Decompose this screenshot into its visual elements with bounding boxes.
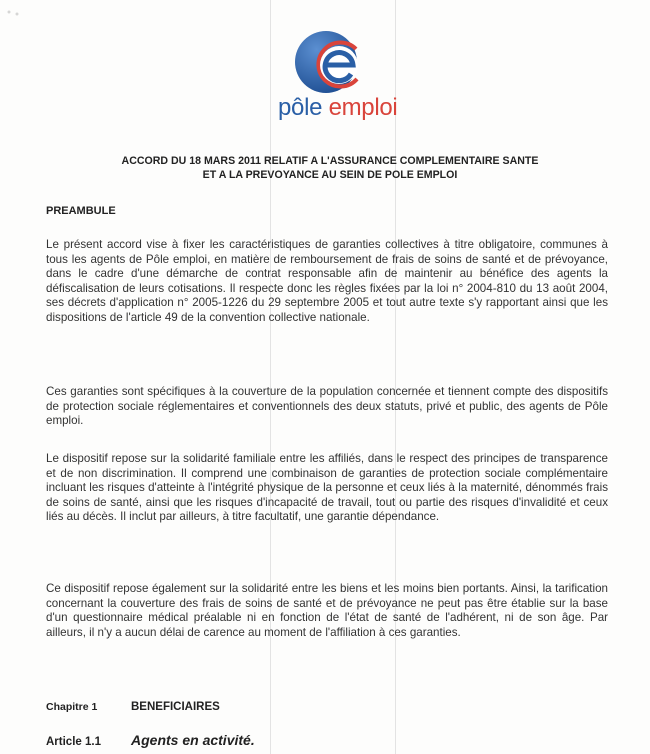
article-title: Agents en activité. <box>131 732 255 748</box>
scan-fold-line <box>270 0 271 754</box>
article-heading <box>46 732 255 748</box>
paragraph: Le dispositif repose sur la solidarité familiale entre les affiliés, dans le respect des principes de transparence et de non discrimination. Il comprend une combinaison de garanties de protection sociale complémentaire incluant les risques d'atteinte à l'intégrité physique de la personne et ceux liés à la maternité, dénommés frais de soins de santé, ainsi que les risques d'incapacité de travail, tout ou partie des risques d'invalidité et ceux liés au décès. Il inclut par ailleurs, à titre facultatif, une garantie dépendance. <box>46 452 608 524</box>
brand-name-part2: emploi <box>328 94 398 121</box>
section-heading: PREAMBULE <box>46 205 116 217</box>
chapter-title: BENEFICIAIRES <box>131 701 220 713</box>
document-title-line2: ET A LA PREVOYANCE AU SEIN DE POLE EMPLOI <box>202 169 458 181</box>
document-title <box>40 154 620 182</box>
scan-artifact <box>6 4 20 12</box>
chapter-heading <box>46 701 220 713</box>
pole-emploi-logo-icon <box>293 27 369 97</box>
article-label: Article 1.1 <box>46 736 101 748</box>
paragraph: Le présent accord vise à fixer les caractéristiques de garanties collectives à titre obligatoire, communes à tous les agents de Pôle emploi, en matière de remboursement de frais de soins de santé et de prévoyance, dans le cadre d'une démarche de contrat responsable afin de maintenir au bénéfice des agents la défiscalisation de leurs cotisations. Il respecte donc les règles fixées par la loi n° 2004-810 du 13 août 2004, ses décrets d'application n° 2005-1226 du 29 septembre 2005 et tout autre texte s'y rapportant ainsi que les dispositions de l'article 49 de la convention collective nationale. <box>46 238 608 324</box>
paragraph: Ce dispositif repose également sur la solidarité entre les biens et les moins bien portants. Ainsi, la tarification concernant la couverture des frais de soins de santé et de prévoyance ne peut pas être établie sur la base d'un questionnaire médical préalable ni en fonction de l'état de santé de l'adhérent, ni de son âge. Par ailleurs, il n'y a aucun délai de carence au moment de l'affiliation à ces garanties. <box>46 582 608 639</box>
brand-name <box>278 94 397 122</box>
paragraph: Ces garanties sont spécifiques à la couverture de la population concernée et tiennent compte des dispositifs de protection sociale réglementaires et conventionnels des deux statuts, privé et public, des agents de Pôle emploi. <box>46 385 608 428</box>
document-title-line1: ACCORD DU 18 MARS 2011 RELATIF A L'ASSURANCE COMPLEMENTAIRE SANTE <box>121 155 539 167</box>
chapter-label: Chapitre 1 <box>46 701 98 713</box>
brand-name-part1: pôle <box>278 94 323 121</box>
